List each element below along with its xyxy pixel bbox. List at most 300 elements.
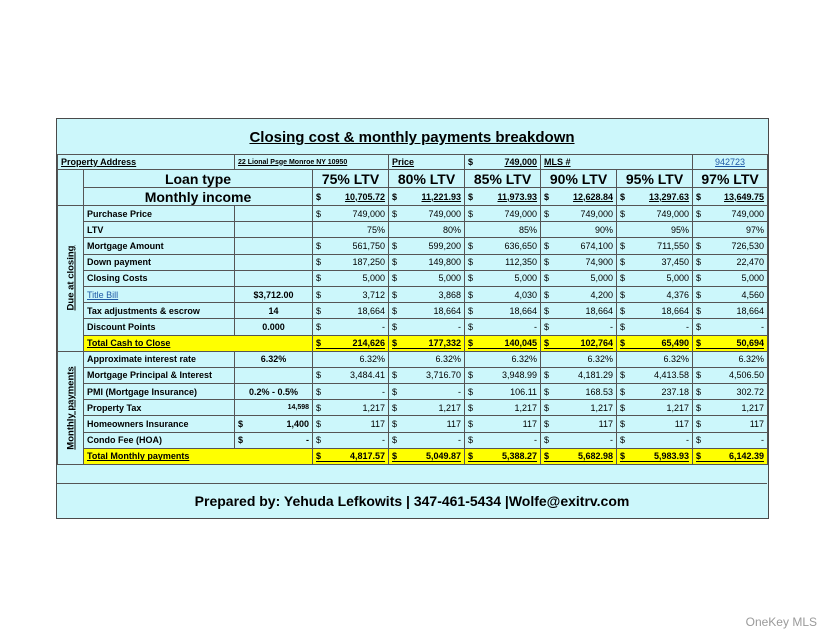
amount: - bbox=[382, 386, 386, 397]
dollar-sign: $ bbox=[392, 257, 398, 268]
amount: - bbox=[761, 435, 765, 446]
row-input bbox=[235, 206, 313, 222]
amount: 187,250 bbox=[352, 257, 386, 268]
table-row bbox=[58, 319, 768, 335]
dollar-sign: $ bbox=[544, 191, 550, 202]
amount: 117 bbox=[749, 419, 765, 430]
dollar-sign bbox=[468, 225, 470, 235]
value-cell bbox=[693, 188, 768, 206]
value-cell bbox=[541, 188, 617, 206]
value-cell bbox=[617, 238, 693, 254]
row-label: Discount Points bbox=[84, 319, 235, 335]
value-cell bbox=[313, 270, 389, 286]
amount: 5,388.27 bbox=[501, 450, 538, 461]
value-cell bbox=[465, 188, 541, 206]
value-cell bbox=[389, 188, 465, 206]
row-label: Tax adjustments & escrow bbox=[84, 303, 235, 319]
amount: 749,000 bbox=[580, 208, 614, 219]
amount: 4,200 bbox=[590, 289, 614, 300]
dollar-sign: $ bbox=[392, 370, 398, 381]
amount: 5,983.93 bbox=[654, 450, 690, 461]
amount: 302.72 bbox=[736, 386, 765, 397]
row-input bbox=[235, 254, 313, 270]
dollar-sign: $ bbox=[468, 257, 474, 268]
dollar-sign bbox=[392, 354, 394, 364]
amount: 12,628.84 bbox=[572, 191, 614, 202]
dollar-sign: $ bbox=[620, 337, 626, 348]
dollar-sign: $ bbox=[620, 419, 626, 430]
value-cell bbox=[465, 367, 541, 383]
dollar-sign: $ bbox=[696, 435, 702, 446]
value-cell bbox=[465, 384, 541, 400]
dollar-sign: $ bbox=[316, 191, 322, 202]
table-row bbox=[58, 270, 768, 286]
amount: - bbox=[534, 321, 538, 332]
amount: - bbox=[382, 321, 386, 332]
amount: 117 bbox=[522, 419, 538, 430]
dollar-sign: $ bbox=[468, 240, 474, 251]
row-input: $3,712.00 bbox=[235, 286, 313, 302]
dollar-sign: $ bbox=[316, 386, 322, 397]
amount: 149,800 bbox=[428, 257, 462, 268]
value-cell bbox=[693, 335, 768, 351]
value-cell bbox=[389, 400, 465, 416]
dollar-sign: $ bbox=[316, 402, 322, 413]
dollar-sign: $ bbox=[468, 337, 474, 348]
amount: 561,750 bbox=[352, 240, 386, 251]
monthly-payments-label: Monthly payments bbox=[58, 351, 84, 464]
amount: 117 bbox=[674, 419, 690, 430]
dollar-sign: $ bbox=[468, 273, 474, 284]
value-cell bbox=[693, 270, 768, 286]
dollar-sign: $ bbox=[620, 191, 626, 202]
dollar-sign: $ bbox=[544, 435, 550, 446]
row-input: $ - bbox=[235, 432, 313, 448]
total-label: Total Monthly payments bbox=[84, 448, 313, 464]
value-cell bbox=[389, 238, 465, 254]
table-row bbox=[58, 351, 768, 367]
table-row bbox=[58, 254, 768, 270]
value-cell bbox=[465, 254, 541, 270]
value-cell bbox=[617, 448, 693, 464]
amount: 95% bbox=[671, 224, 690, 235]
dollar-sign: $ bbox=[696, 273, 702, 284]
amount: 18,664 bbox=[736, 305, 765, 316]
row-input: 14 bbox=[235, 303, 313, 319]
value-cell bbox=[465, 335, 541, 351]
amount: 5,000 bbox=[590, 273, 614, 284]
amount: 5,000 bbox=[362, 273, 386, 284]
value-cell bbox=[541, 206, 617, 222]
amount: 102,764 bbox=[580, 337, 614, 348]
dollar-sign: $ bbox=[392, 321, 398, 332]
value-cell bbox=[465, 416, 541, 432]
value-cell bbox=[693, 206, 768, 222]
amount: 90% bbox=[595, 224, 614, 235]
dollar-sign: $ bbox=[620, 386, 626, 397]
dollar-sign: $ bbox=[316, 450, 322, 461]
value-cell bbox=[693, 351, 768, 367]
dollar-sign: $ bbox=[316, 305, 322, 316]
dollar-sign: $ bbox=[696, 208, 702, 219]
amount: 18,664 bbox=[433, 305, 462, 316]
table-row bbox=[58, 416, 768, 432]
dollar-sign: $ bbox=[392, 208, 398, 219]
mls-link[interactable]: 942723 bbox=[693, 155, 768, 170]
total-row bbox=[58, 448, 768, 464]
row-input bbox=[235, 222, 313, 238]
title-bill-link[interactable]: Title Bill bbox=[84, 286, 235, 302]
dollar-sign: $ bbox=[620, 321, 626, 332]
value-cell bbox=[541, 351, 617, 367]
amount: 6.32% bbox=[663, 354, 690, 365]
monthly-income-row bbox=[58, 188, 768, 206]
dollar-sign: $ bbox=[620, 289, 626, 300]
amount: 4,181.29 bbox=[577, 370, 614, 381]
dollar-sign: $ bbox=[468, 289, 474, 300]
dollar-sign: $ bbox=[316, 321, 322, 332]
value-cell bbox=[693, 367, 768, 383]
dollar-sign: $ bbox=[392, 337, 398, 348]
value-cell bbox=[313, 238, 389, 254]
amount: 65,490 bbox=[661, 337, 690, 348]
total-label: Total Cash to Close bbox=[84, 335, 313, 351]
dollar-sign: $ bbox=[316, 208, 322, 219]
value-cell bbox=[465, 238, 541, 254]
value-cell bbox=[465, 351, 541, 367]
value-cell bbox=[693, 448, 768, 464]
value-cell bbox=[693, 384, 768, 400]
row-label: Property Tax bbox=[84, 400, 235, 416]
table-row bbox=[58, 238, 768, 254]
value-cell bbox=[313, 319, 389, 335]
value-cell bbox=[693, 416, 768, 432]
dollar-sign: $ bbox=[696, 289, 702, 300]
value-cell bbox=[465, 270, 541, 286]
dollar-sign: $ bbox=[392, 289, 398, 300]
dollar-sign bbox=[544, 225, 546, 235]
value-cell bbox=[313, 432, 389, 448]
value-cell bbox=[389, 335, 465, 351]
value-cell bbox=[541, 367, 617, 383]
amount: 11,973.93 bbox=[497, 191, 538, 202]
value-cell bbox=[389, 270, 465, 286]
value-cell bbox=[389, 448, 465, 464]
row-label: Closing Costs bbox=[84, 270, 235, 286]
value-cell bbox=[389, 206, 465, 222]
value-cell bbox=[465, 400, 541, 416]
amount: 117 bbox=[370, 419, 386, 430]
value-cell bbox=[541, 400, 617, 416]
price-label: Price bbox=[389, 155, 465, 170]
amount: 117 bbox=[446, 419, 462, 430]
dollar-sign bbox=[468, 354, 470, 364]
amount: 18,664 bbox=[357, 305, 386, 316]
dollar-sign: $ bbox=[544, 370, 550, 381]
value-cell bbox=[617, 400, 693, 416]
amount: - bbox=[534, 435, 538, 446]
amount: 6.32% bbox=[511, 354, 538, 365]
dollar-sign: $ bbox=[544, 337, 550, 348]
amount: 3,948.99 bbox=[501, 370, 538, 381]
value-cell bbox=[617, 303, 693, 319]
amount: 599,200 bbox=[428, 240, 462, 251]
dollar-sign: $ bbox=[620, 257, 626, 268]
dollar-sign: $ bbox=[544, 305, 550, 316]
ltv-heading: 95% LTV bbox=[617, 170, 693, 188]
dollar-sign: $ bbox=[544, 273, 550, 284]
value-cell bbox=[617, 416, 693, 432]
amount: 85% bbox=[519, 224, 538, 235]
value-cell bbox=[313, 188, 389, 206]
table-row bbox=[58, 432, 768, 448]
value-cell bbox=[541, 303, 617, 319]
value-cell bbox=[617, 319, 693, 335]
dollar-sign: $ bbox=[696, 321, 702, 332]
value-cell bbox=[313, 384, 389, 400]
amount: 18,664 bbox=[661, 305, 690, 316]
value-cell bbox=[465, 222, 541, 238]
value-cell bbox=[465, 206, 541, 222]
amount: 237.18 bbox=[661, 386, 690, 397]
amount: 18,664 bbox=[509, 305, 538, 316]
property-address-value: 22 Lional Psge Monroe NY 10950 bbox=[235, 155, 389, 170]
dollar-sign bbox=[316, 354, 318, 364]
value-cell bbox=[541, 254, 617, 270]
amount: - bbox=[686, 321, 690, 332]
value-cell bbox=[541, 319, 617, 335]
dollar-sign: $ bbox=[392, 191, 398, 202]
value-cell bbox=[389, 416, 465, 432]
value-cell bbox=[313, 254, 389, 270]
row-input bbox=[235, 367, 313, 383]
amount: 214,626 bbox=[352, 337, 386, 348]
amount: 1,217 bbox=[590, 402, 614, 413]
loan-type-heading: Loan type bbox=[84, 170, 313, 188]
amount: 5,000 bbox=[514, 273, 538, 284]
amount: 3,484.41 bbox=[349, 370, 386, 381]
dollar-sign: $ bbox=[392, 240, 398, 251]
dollar-sign: $ bbox=[316, 240, 322, 251]
value-cell bbox=[617, 384, 693, 400]
value-cell bbox=[541, 286, 617, 302]
dollar-sign: $ bbox=[316, 435, 322, 446]
dollar-sign bbox=[696, 354, 698, 364]
amount: 749,000 bbox=[504, 208, 538, 219]
due-at-closing-label: Due at closing bbox=[58, 206, 84, 352]
table-row bbox=[58, 206, 768, 222]
dollar-sign: $ bbox=[392, 273, 398, 284]
amount: - bbox=[458, 435, 462, 446]
dollar-sign: $ bbox=[620, 370, 626, 381]
dollar-sign: $ bbox=[544, 240, 550, 251]
row-input: 14,598 bbox=[235, 400, 313, 416]
dollar-sign: $ bbox=[620, 208, 626, 219]
value-cell bbox=[541, 448, 617, 464]
address-row bbox=[58, 155, 768, 170]
amount: 4,376 bbox=[666, 289, 690, 300]
dollar-sign: $ bbox=[468, 305, 474, 316]
onekey-watermark: OneKey MLS bbox=[745, 615, 817, 629]
dollar-sign: $ bbox=[392, 386, 398, 397]
table-row bbox=[58, 400, 768, 416]
dollar-sign: $ bbox=[696, 419, 702, 430]
amount: 11,221.93 bbox=[421, 191, 462, 202]
value-cell bbox=[693, 286, 768, 302]
ltv-header-row bbox=[58, 170, 768, 188]
row-label: PMI (Mortgage Insurance) bbox=[84, 384, 235, 400]
amount: - bbox=[610, 321, 614, 332]
amount: 6.32% bbox=[435, 354, 462, 365]
dollar-sign: $ bbox=[544, 450, 550, 461]
row-input: 6.32% bbox=[235, 351, 313, 367]
value-cell bbox=[617, 367, 693, 383]
amount: 18,664 bbox=[585, 305, 614, 316]
dollar-sign: $ bbox=[696, 450, 702, 461]
dollar-sign: $ bbox=[544, 419, 550, 430]
amount: 5,000 bbox=[741, 273, 765, 284]
amount: 5,049.87 bbox=[425, 450, 462, 461]
value-cell bbox=[389, 351, 465, 367]
amount: 726,530 bbox=[731, 240, 765, 251]
value-cell bbox=[389, 222, 465, 238]
amount: 22,470 bbox=[736, 257, 765, 268]
amount: - bbox=[610, 435, 614, 446]
dollar-sign: $ bbox=[468, 191, 474, 202]
value-cell bbox=[541, 384, 617, 400]
amount: 50,694 bbox=[736, 337, 765, 348]
dollar-sign: $ bbox=[468, 435, 474, 446]
dollar-sign: $ bbox=[544, 289, 550, 300]
amount: 117 bbox=[598, 419, 614, 430]
dollar-sign bbox=[544, 354, 546, 364]
amount: 1,217 bbox=[362, 402, 386, 413]
dollar-sign: $ bbox=[316, 337, 322, 348]
value-cell bbox=[617, 206, 693, 222]
dollar-sign: $ bbox=[316, 257, 322, 268]
value-cell bbox=[617, 351, 693, 367]
value-cell bbox=[313, 222, 389, 238]
dollar-sign: $ bbox=[468, 386, 474, 397]
table-row bbox=[58, 367, 768, 383]
amount: 13,297.63 bbox=[649, 191, 690, 202]
amount: 4,413.58 bbox=[654, 370, 690, 381]
value-cell bbox=[313, 416, 389, 432]
row-label: Approximate interest rate bbox=[84, 351, 235, 367]
amount: 6.32% bbox=[359, 354, 386, 365]
row-input: 0.2% - 0.5% bbox=[235, 384, 313, 400]
ltv-heading: 80% LTV bbox=[389, 170, 465, 188]
value-cell bbox=[693, 319, 768, 335]
dollar-sign: $ bbox=[316, 273, 322, 284]
value-cell bbox=[313, 206, 389, 222]
dollar-sign: $ bbox=[696, 386, 702, 397]
row-label: Condo Fee (HOA) bbox=[84, 432, 235, 448]
amount: 1,217 bbox=[514, 402, 538, 413]
value-cell bbox=[541, 222, 617, 238]
row-label: Homeowners Insurance bbox=[84, 416, 235, 432]
amount: 37,450 bbox=[661, 257, 690, 268]
dollar-sign: $ bbox=[392, 450, 398, 461]
breakdown-table bbox=[57, 154, 768, 465]
value-cell bbox=[541, 416, 617, 432]
dollar-sign: $ bbox=[620, 402, 626, 413]
dollar-sign: $ bbox=[316, 289, 322, 300]
total-row bbox=[58, 335, 768, 351]
dollar-sign bbox=[316, 225, 318, 235]
dollar-sign: $ bbox=[544, 257, 550, 268]
dollar-sign: $ bbox=[468, 402, 474, 413]
ltv-heading: 75% LTV bbox=[313, 170, 389, 188]
dollar-sign: $ bbox=[392, 435, 398, 446]
amount: 80% bbox=[443, 224, 462, 235]
dollar-sign: $ bbox=[696, 257, 702, 268]
dollar-sign: $ bbox=[392, 402, 398, 413]
dollar-sign: $ bbox=[544, 208, 550, 219]
value-cell bbox=[389, 303, 465, 319]
value-cell bbox=[313, 448, 389, 464]
value-cell bbox=[465, 448, 541, 464]
mls-label: MLS # bbox=[541, 155, 693, 170]
table-row bbox=[58, 384, 768, 400]
ltv-heading: 90% LTV bbox=[541, 170, 617, 188]
amount: 97% bbox=[746, 224, 765, 235]
row-label: Purchase Price bbox=[84, 206, 235, 222]
dollar-sign bbox=[620, 225, 622, 235]
amount: 75% bbox=[367, 224, 386, 235]
dollar-sign: $ bbox=[468, 370, 474, 381]
amount: 749,000 bbox=[656, 208, 690, 219]
value-cell bbox=[313, 303, 389, 319]
amount: 3,868 bbox=[438, 289, 462, 300]
amount: - bbox=[761, 321, 765, 332]
dollar-sign: $ bbox=[468, 419, 474, 430]
row-input bbox=[235, 270, 313, 286]
row-label: Down payment bbox=[84, 254, 235, 270]
table-row bbox=[58, 222, 768, 238]
dollar-sign: $ bbox=[544, 386, 550, 397]
value-cell bbox=[313, 367, 389, 383]
dollar-sign: $ bbox=[316, 370, 322, 381]
row-label: Mortgage Amount bbox=[84, 238, 235, 254]
dollar-sign: $ bbox=[392, 305, 398, 316]
dollar-sign: $ bbox=[696, 305, 702, 316]
value-cell bbox=[693, 432, 768, 448]
amount: 4,506.50 bbox=[729, 370, 765, 381]
price-value: $ 749,000 bbox=[465, 155, 541, 170]
value-cell bbox=[617, 254, 693, 270]
value-cell bbox=[617, 188, 693, 206]
row-label: Mortgage Principal & Interest bbox=[84, 367, 235, 383]
value-cell bbox=[313, 400, 389, 416]
value-cell bbox=[541, 432, 617, 448]
amount: 4,030 bbox=[514, 289, 538, 300]
dollar-sign bbox=[392, 225, 394, 235]
table-row bbox=[58, 303, 768, 319]
dollar-sign: $ bbox=[316, 419, 322, 430]
amount: 140,045 bbox=[504, 337, 538, 348]
amount: 4,560 bbox=[741, 289, 765, 300]
amount: 168.53 bbox=[585, 386, 614, 397]
dollar-sign: $ bbox=[696, 402, 702, 413]
value-cell bbox=[389, 319, 465, 335]
ltv-heading: 97% LTV bbox=[693, 170, 768, 188]
dollar-sign: $ bbox=[468, 208, 474, 219]
amount: 6,142.39 bbox=[729, 450, 765, 461]
amount: 13,649.75 bbox=[724, 191, 765, 202]
row-input: $ 1,400 bbox=[235, 416, 313, 432]
value-cell bbox=[617, 222, 693, 238]
